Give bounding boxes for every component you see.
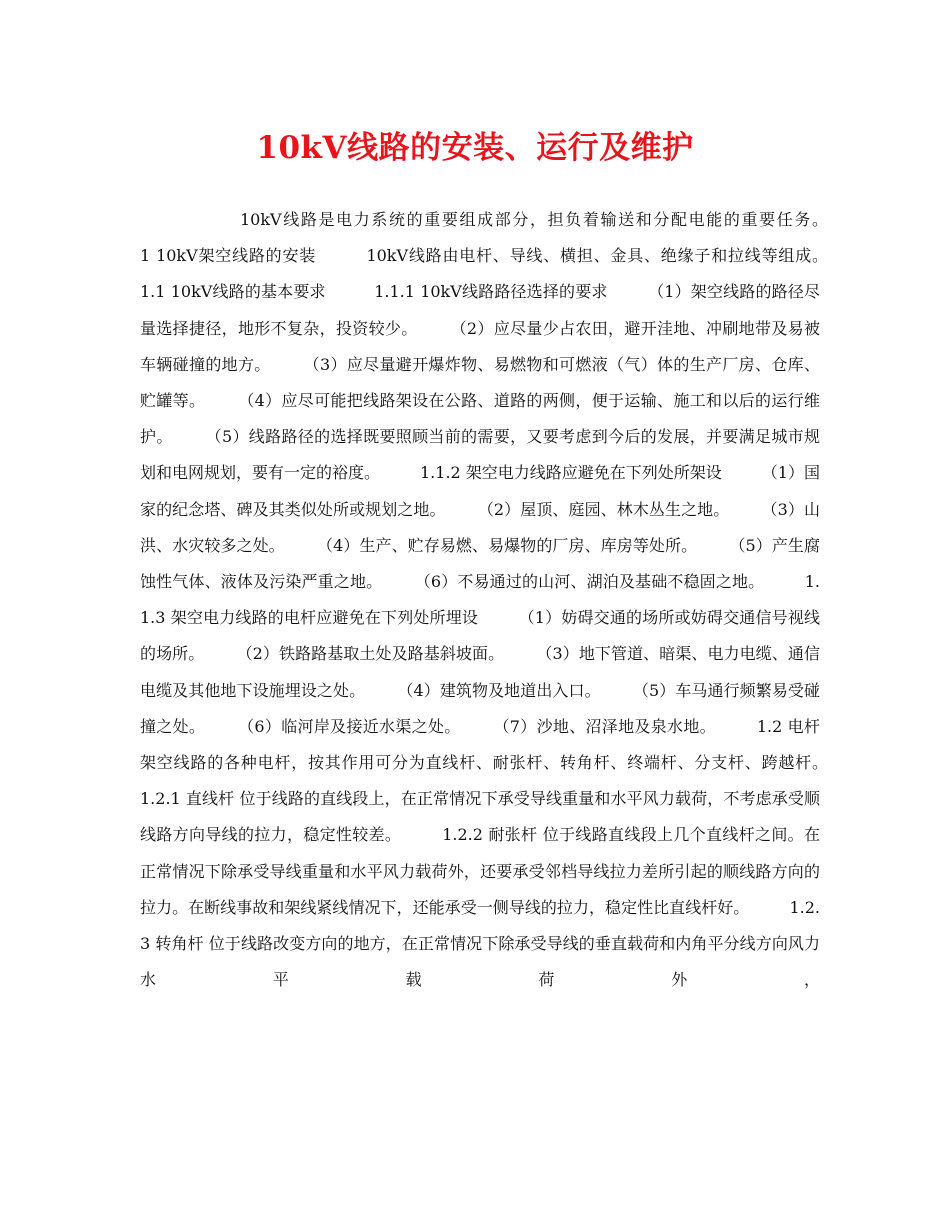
document-body-paragraph: 10kV线路是电力系统的重要组成部分，担负着输送和分配电能的重要任务。 1 10kV架空线路的安装 10kV线路由电杆、导线、横担、金具、绝缘子和拉线等组成。 1.1 10kV线路的基本要求 1.1.1 10kV线路路径选择的要求 （1）架空线路的路径尽量选择捷径，地形不复杂，投资较少。 （2）应尽量少占农田，避开洼地、冲刷地带及易被车辆碰撞的地方。 （3）应尽量避开爆炸物、易燃物和可燃液（气）体的生产厂房、仓库、贮罐等。 （4）应尽可能把线路架设在公路、道路的两侧，便于运输、施工和以后的运行维护。 （5）线路路径的选择既要照顾当前的需要，又要考虑到今后的发展，并要满足城市规划和电网规划，要有一定的裕度。 1.1.2 架空电力线路应避免在下列处所架设 （1）国家的纪念塔、碑及其类似处所或规划之地。 （2）屋顶、庭园、林木丛生之地。 （3）山洪、水灾较多之处。 （4）生产、贮存易燃、易爆物的厂房、库房等处所。 （5）产生腐蚀性气体、液体及污染严重之地。 （6）不易通过的山河、湖泊及基础不稳固之地。 1.1.3 架空电力线路的电杆应避免在下列处所埋设 （1）妨碍交通的场所或妨碍交通信号视线的场所。 （2）铁路路基取土处及路基斜坡面。 （3）地下管道、暗渠、电力电缆、通信电缆及其他地下设施埋设之处。 （4）建筑物及地道出入口。 （5）车马通行频繁易受碰撞之处。 （6）临河岸及接近水渠之处。 （7）沙地、沼泽地及泉水地。 1.2 电杆 架空线路的各种电杆，按其作用可分为直线杆、耐张杆、转角杆、终端杆、分支杆、跨越杆。 1.2.1 直线杆 位于线路的直线段上，在正常情况下承受导线重量和水平风力载荷，不考虑承受顺线路方向导线的拉力，稳定性较差。 1.2.2 耐张杆 位于线路直线段上几个直线杆之间。在正常情况下除承受导线重量和水平风力载荷外，还要承受邻档导线拉力差所引起的顺线路方向的拉力。在断线事故和架线紧线情况下，还能承受一侧导线的拉力，稳定性比直线杆好。 1.2.3 转角杆 位于线路改变方向的地方，在正常情况下除承受导线的垂直载荷和内角平分线方向风力水平载荷外， [140, 210, 869, 990]
document-title: 10kV线路的安装、运行及维护 [256, 130, 694, 166]
